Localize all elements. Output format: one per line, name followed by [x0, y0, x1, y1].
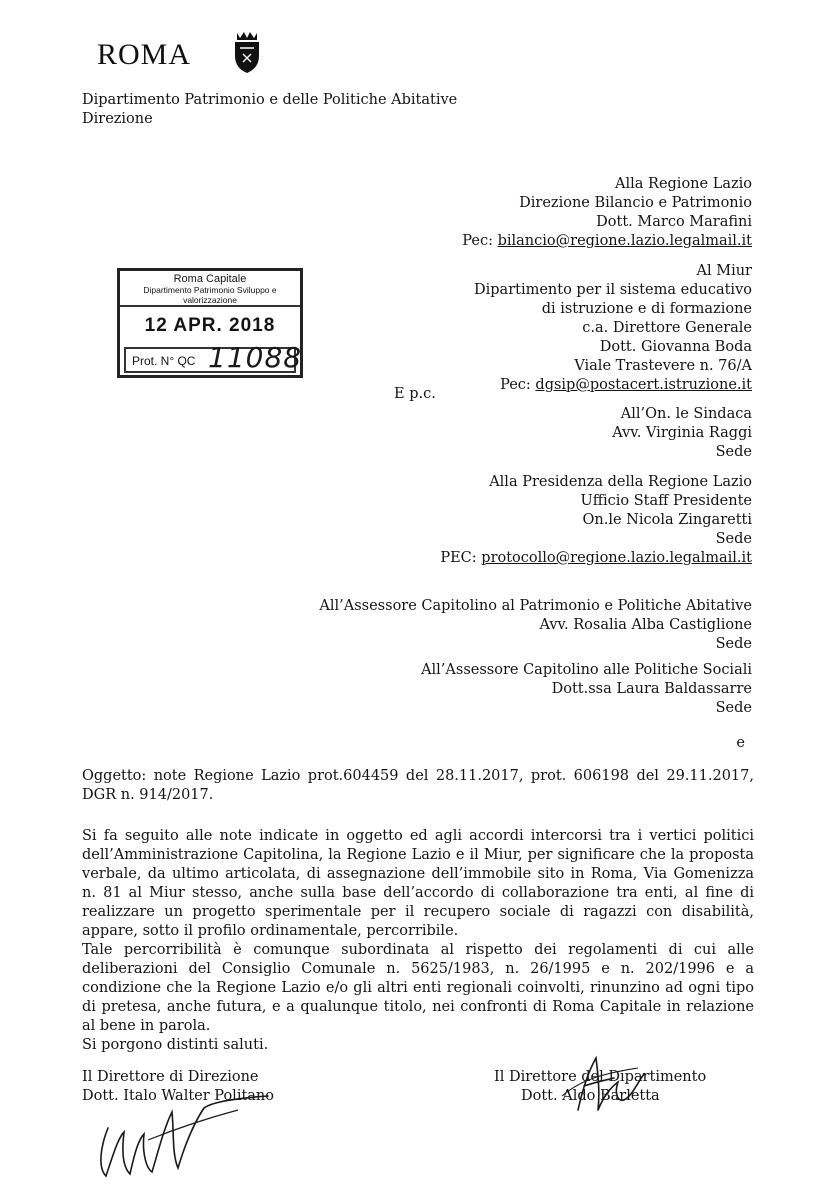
letter-body [82, 827, 754, 1055]
cc-line: Avv. Rosalia Alba Castiglione [539, 617, 752, 633]
cc-line: Sede [715, 700, 752, 716]
handwritten-signature-left [88, 1088, 288, 1184]
stamp-protocol-label: Prot. N° QC [132, 354, 196, 368]
trailing-e: e [736, 735, 745, 751]
stamp-header [120, 271, 300, 307]
roma-crest-icon [231, 30, 263, 74]
cc-line: On.le Nicola Zingaretti [582, 512, 752, 528]
pec-label: Pec: [462, 233, 498, 249]
cc-assessore-patrimonio [319, 597, 752, 654]
cc-line: Alla Presidenza della Regione Lazio [489, 474, 752, 490]
cc-line: Avv. Virginia Raggi [612, 425, 752, 441]
body-paragraph: Si fa seguito alle note indicate in oggetto ed agli accordi intercorsi tra i vertici politici dell’Amministrazione Capitolina, la Regione Lazio e il Miur, per significare che la proposta verbale, da ultimo articolata, di assegnazione dell’immobile sito in Roma, Via Gomenizza n. 81 al Miur stesso, anche sulla base dell’accordo di collaborazione tra enti, al fine di realizzare un progetto sperimentale per il recupero sociale di ragazzi con disabilità, appare, sotto il profilo ordinamentale, percorribile. [82, 828, 754, 939]
handwritten-signature-right [548, 1052, 658, 1114]
subject-line: Oggetto: note Regione Lazio prot.604459 del 28.11.2017, prot. 606198 del 29.11.2017, DGR n. 914/2017. [82, 768, 754, 803]
roma-logo-text: ROMA [97, 38, 192, 71]
stamp-protocol-number: 11088 [208, 341, 303, 374]
cc-pec-line [440, 549, 752, 568]
cc-presidenza-regione [440, 473, 752, 568]
recipient-line: Alla Regione Lazio [615, 176, 752, 192]
recipient-line: c.a. Direttore Generale [582, 320, 752, 336]
department-heading [82, 91, 457, 129]
recipient-line: Al Miur [696, 263, 752, 279]
cc-line: All’Assessore Capitolino alle Politiche Sociali [421, 662, 752, 678]
body-paragraph: Tale percorribilità è comunque subordinata al rispetto dei regolamenti di cui alle deliberazioni del Consiglio Comunale n. 5625/1983, n. 26/1995 e n. 202/1996 e a condizione che la Regione Lazio e/o gli altri enti regionali coinvolti, rinunzino ad ogni tipo di pretesa, anche futura, e a qualunque titolo, nei confronti di Roma Capitale in relazione al bene in parola. [82, 942, 754, 1034]
cc-line: All’On. le Sindaca [620, 406, 752, 422]
department-name: Dipartimento Patrimonio e delle Politiche Abitative [82, 92, 458, 108]
stamp-date: 12 APR. 2018 [144, 315, 276, 336]
cc-line: Sede [715, 444, 752, 460]
pec-address-link[interactable]: protocollo@regione.lazio.legalmail.it [481, 550, 752, 566]
pec-address-link[interactable]: bilancio@regione.lazio.legalmail.it [497, 233, 752, 249]
signatory-name: Dott. Italo Walter Politano [82, 1088, 274, 1104]
stamp-protocol-box [124, 341, 303, 374]
cc-line: All’Assessore Capitolino al Patrimonio e Politiche Abitative [319, 598, 752, 614]
protocol-stamp [117, 268, 303, 378]
pec-label: PEC: [440, 550, 482, 566]
recipient-line: di istruzione e di formazione [541, 301, 752, 317]
closing-line: Si porgono distinti saluti. [82, 1037, 269, 1053]
recipient-line: Dott. Giovanna Boda [599, 339, 752, 355]
signatory-title: Il Direttore di Direzione [82, 1069, 259, 1085]
signatory-name: Dott. Aldo Barletta [521, 1088, 660, 1104]
cc-line: Sede [715, 636, 752, 652]
epc-label: E p.c. [394, 386, 436, 402]
recipient-regione-lazio [462, 175, 752, 251]
stamp-org: Roma Capitale [173, 273, 247, 285]
recipient-pec-line [462, 232, 752, 251]
pec-address-link[interactable]: dgsip@postacert.istruzione.it [535, 377, 752, 393]
cc-line: Sede [715, 531, 752, 547]
signatory-title: Il Direttore del Dipartimento [494, 1069, 707, 1085]
cc-assessore-politiche-sociali [421, 661, 752, 718]
stamp-dept-cont: valorizzazione [183, 295, 237, 305]
recipient-pec-line [474, 376, 752, 395]
stamp-dept: Dipartimento Patrimonio Sviluppo e [143, 285, 277, 295]
cc-sindaca [612, 405, 752, 462]
recipient-line: Dott. Marco Marafini [596, 214, 752, 230]
recipient-line: Viale Trastevere n. 76/A [574, 358, 752, 374]
recipient-miur [474, 262, 752, 395]
cc-line: Ufficio Staff Presidente [580, 493, 752, 509]
department-subunit: Direzione [82, 111, 153, 127]
recipient-line: Dipartimento per il sistema educativo [474, 282, 752, 298]
cc-line: Dott.ssa Laura Baldassarre [551, 681, 752, 697]
pec-label: Pec: [500, 377, 536, 393]
recipient-line: Direzione Bilancio e Patrimonio [519, 195, 752, 211]
